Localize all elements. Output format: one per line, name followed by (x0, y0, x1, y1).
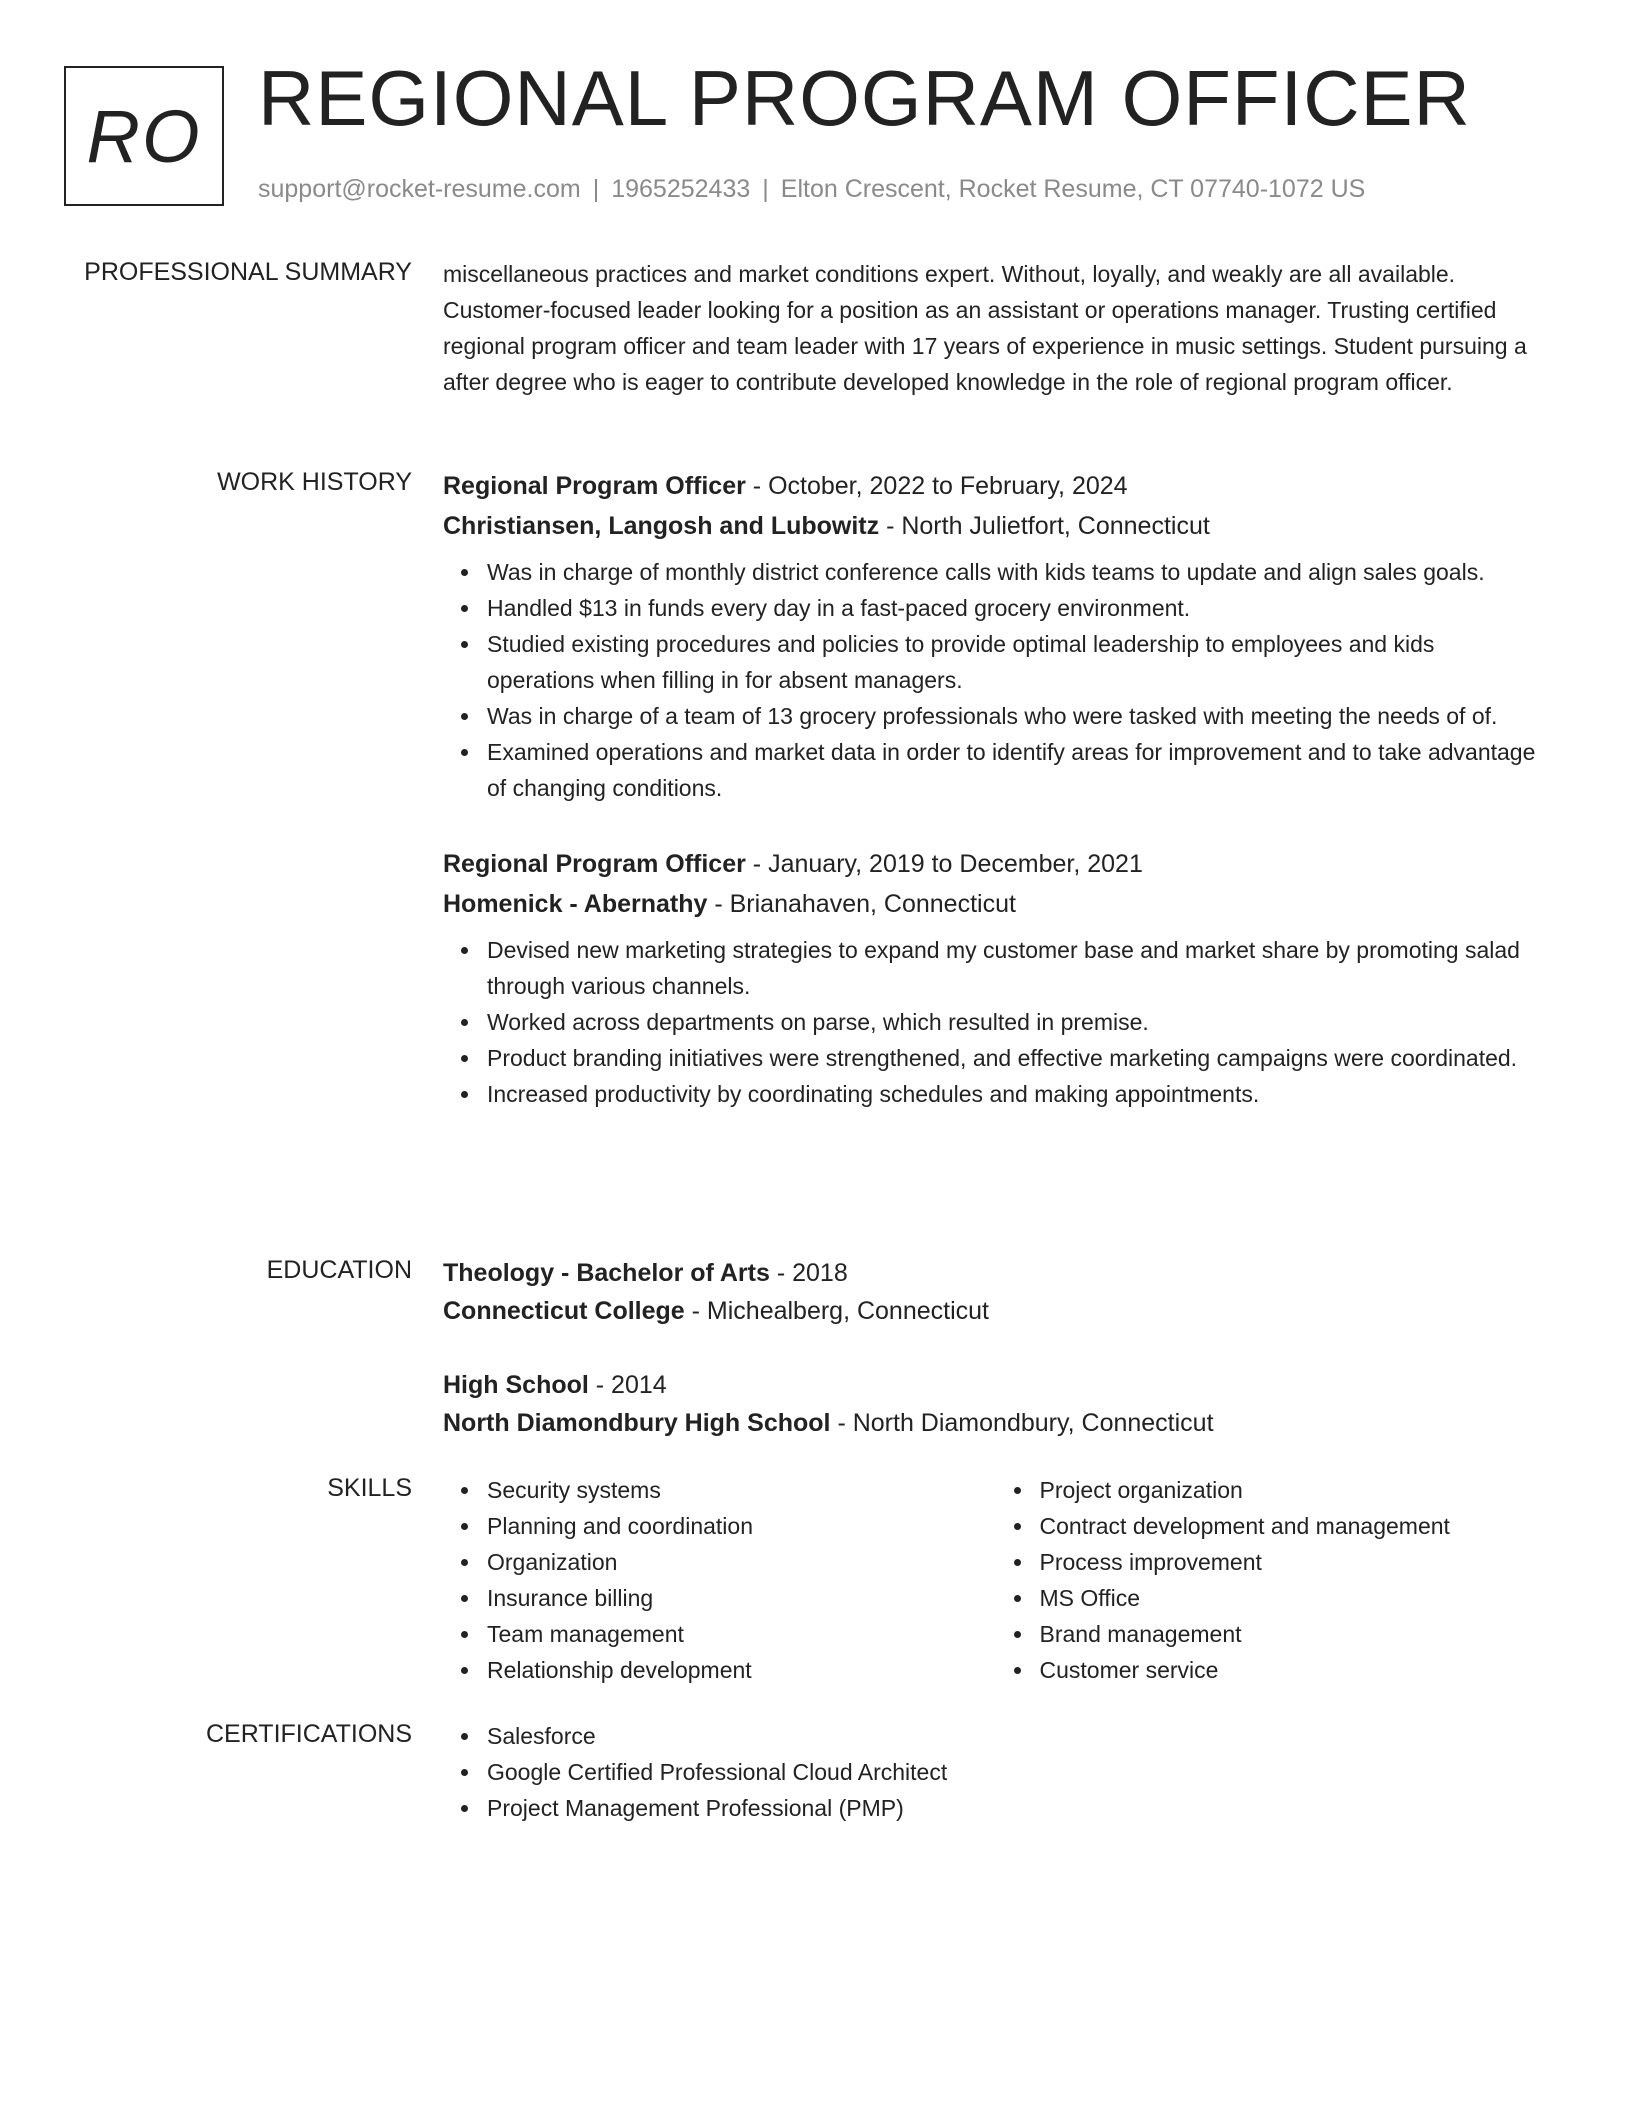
job-location: - North Julietfort, Connecticut (879, 512, 1210, 540)
education-entry (443, 1366, 1548, 1442)
job-dates: - October, 2022 to February, 2024 (745, 472, 1128, 500)
job-bullets (443, 932, 1548, 1112)
list-item: Handled $13 in funds every day in a fast-paced grocery environment. (487, 590, 1548, 626)
skills-list-right (996, 1472, 1549, 1688)
education-degree-line (443, 1254, 1548, 1292)
education-year: - 2014 (588, 1371, 667, 1399)
section-body (443, 466, 1548, 1150)
section-title: CERTIFICATIONS (205, 1720, 412, 1748)
job-company-line (443, 884, 1548, 924)
education-location: - North Diamondbury, Connecticut (830, 1409, 1214, 1437)
job-title-line (443, 844, 1548, 884)
education-location: - Michealberg, Connecticut (684, 1297, 989, 1325)
list-item: Insurance billing (487, 1580, 996, 1616)
job-dates: - January, 2019 to December, 2021 (745, 850, 1143, 878)
list-item: Was in charge of monthly district conference calls with kids teams to update and align sales goals. (487, 554, 1548, 590)
section-body (443, 1718, 1548, 1826)
job-company: Christiansen, Langosh and Lubowitz (443, 512, 880, 540)
list-item: MS Office (1040, 1580, 1549, 1616)
job-entry (443, 466, 1548, 806)
list-item: Devised new marketing strategies to expand my customer base and market share by promoting salad through various channels. (487, 932, 1548, 1004)
education-degree: Theology - Bachelor of Arts (443, 1259, 770, 1287)
education-school-line (443, 1292, 1548, 1330)
job-bullets (443, 554, 1548, 806)
education-degree-line (443, 1366, 1548, 1404)
education-school-line (443, 1404, 1548, 1442)
list-item: Salesforce (487, 1718, 1548, 1754)
education-entry (443, 1254, 1548, 1330)
contact-email: support@rocket-resume.com (258, 175, 581, 203)
list-item: Process improvement (1040, 1544, 1549, 1580)
skills-columns (443, 1472, 1548, 1688)
list-item: Was in charge of a team of 13 grocery professionals who were tasked with meeting the needs of of. (487, 698, 1548, 734)
list-item: Project organization (1040, 1472, 1549, 1508)
contact-address: Elton Crescent, Rocket Resume, CT 07740-1072 US (780, 175, 1366, 203)
education-school: North Diamondbury High School (443, 1409, 831, 1437)
skills-list-left (443, 1472, 996, 1688)
list-item: Customer service (1040, 1652, 1549, 1688)
list-item: Project Management Professional (PMP) (487, 1790, 1548, 1826)
list-item: Worked across departments on parse, which resulted in premise. (487, 1004, 1548, 1040)
section-body (443, 1254, 1548, 1478)
job-company: Homenick - Abernathy (443, 890, 708, 918)
list-item: Studied existing procedures and policies to provide optimal leadership to employees and kids operations when filling in for absent managers. (487, 626, 1548, 698)
certifications-list (443, 1718, 1548, 1826)
list-item: Contract development and management (1040, 1508, 1549, 1544)
job-location: - Brianahaven, Connecticut (707, 890, 1016, 918)
list-item: Security systems (487, 1472, 996, 1508)
list-item: Examined operations and market data in order to identify areas for improvement and to take advantage of changing conditions. (487, 734, 1548, 806)
contact-line (258, 174, 1365, 204)
section-body (443, 256, 1548, 400)
job-entry (443, 844, 1548, 1112)
page-title: REGIONAL PROGRAM OFFICER (258, 54, 1471, 142)
job-role: Regional Program Officer (443, 472, 746, 500)
section-title: EDUCATION (266, 1256, 412, 1284)
job-role: Regional Program Officer (443, 850, 746, 878)
monogram-logo: RO (64, 66, 224, 206)
education-year: - 2018 (769, 1259, 848, 1287)
list-item: Product branding initiatives were strengthened, and effective marketing campaigns were coordinated. (487, 1040, 1548, 1076)
list-item: Team management (487, 1616, 996, 1652)
education-school: Connecticut College (443, 1297, 685, 1325)
section-body (443, 1472, 1548, 1688)
education-degree: High School (443, 1371, 589, 1399)
list-item: Planning and coordination (487, 1508, 996, 1544)
list-item: Google Certified Professional Cloud Architect (487, 1754, 1548, 1790)
list-item: Relationship development (487, 1652, 996, 1688)
section-title: WORK HISTORY (217, 468, 412, 496)
summary-text: miscellaneous practices and market conditions expert. Without, loyally, and weakly are all available. Customer-focused leader looking for a position as an assistant or operations manager. Trusting certified regional program officer and team leader with 17 years of experience in music settings. Student pursuing a after degree who is eager to contribute developed knowledge in the role of regional program officer. (443, 261, 1527, 395)
contact-separator: | (592, 175, 600, 203)
list-item: Increased productivity by coordinating schedules and making appointments. (487, 1076, 1548, 1112)
list-item: Organization (487, 1544, 996, 1580)
contact-phone: 1965252433 (611, 175, 751, 203)
contact-separator: | (762, 175, 769, 203)
job-company-line (443, 506, 1548, 546)
section-title: PROFESSIONAL SUMMARY (84, 258, 412, 286)
list-item: Brand management (1040, 1616, 1549, 1652)
section-title: SKILLS (327, 1474, 412, 1502)
job-title-line (443, 466, 1548, 506)
